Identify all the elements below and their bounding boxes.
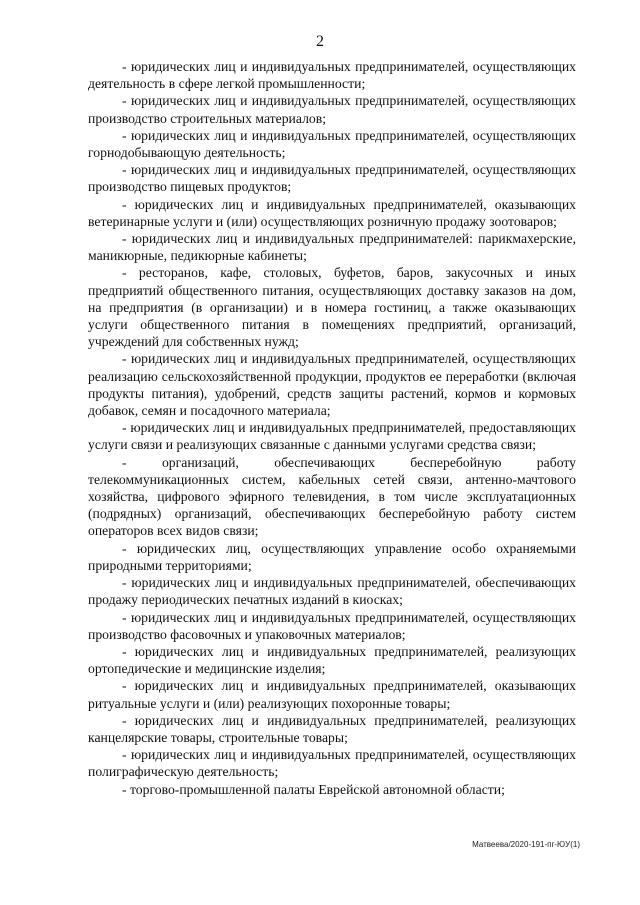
list-item: - юридических лиц и индивидуальных предпринимателей, осуществляющих реализацию сельскохозяйственной продукции, продуктов ее переработки (включая продукты питания), удобрений, средств защиты растений, кормов и кормовых добавок, семян и посадочного материала; bbox=[88, 351, 576, 419]
list-item: - юридических лиц и индивидуальных предпринимателей, осуществляющих горнодобывающую деятельность; bbox=[88, 127, 576, 161]
document-code-footer: Матвеева/2020-191-пг-ЮУ(1) bbox=[472, 840, 580, 849]
list-item: - юридических лиц и индивидуальных предпринимателей, осуществляющих полиграфическую деятельность; bbox=[88, 747, 576, 780]
list-item: - юридических лиц и индивидуальных предпринимателей, осуществляющих производство пищевых продуктов; bbox=[88, 162, 576, 195]
list-item: - юридических лиц и индивидуальных предпринимателей, реализующих ортопедические и медицинские изделия; bbox=[88, 643, 576, 677]
list-item: - ресторанов, кафе, столовых, буфетов, баров, закусочных и иных предприятий общественного питания, осуществляющих доставку заказов на дом, на предприятия (в организации) и в номера гостиниц, а также оказывающих услуги общественного питания в помещениях предприятий, организаций, учреждений для собственных нужд; bbox=[88, 265, 576, 350]
list-item: - организаций, обеспечивающих бесперебойную работу телекоммуникационных систем, кабельных сетей связи, антенно-мачтового хозяйства, цифрового эфирного телевидения, в том числе эксплуатационных (подрядных) организаций, обеспечивающих бесперебойную работу систем операторов всех видов связи; bbox=[88, 454, 576, 539]
list-item: - юридических лиц и индивидуальных предпринимателей: парикмахерские, маникюрные, педикюрные кабинеты; bbox=[88, 231, 576, 264]
page-number: 2 bbox=[316, 33, 324, 50]
list-item: - юридических лиц и индивидуальных предпринимателей, оказывающих ритуальные услуги и (или) реализующих похоронные товары; bbox=[88, 678, 576, 711]
list-item: - юридических лиц и индивидуальных предпринимателей, предоставляющих услуги связи и реализующих связанные с данными услугами средства связи; bbox=[88, 420, 576, 453]
list-item: - юридических лиц и индивидуальных предпринимателей, оказывающих ветеринарные услуги и (или) осуществляющих розничную продажу зоотоваров; bbox=[88, 196, 576, 229]
list-item: - юридических лиц и индивидуальных предпринимателей, осуществляющих производство фасовочных и упаковочных материалов; bbox=[88, 609, 576, 642]
list-item: - юридических лиц, осуществляющих управление особо охраняемыми природными территориями; bbox=[88, 540, 576, 573]
list-item: - юридических лиц и индивидуальных предпринимателей, осуществляющих деятельность в сфере легкой промышленности; bbox=[88, 59, 576, 92]
document-body bbox=[88, 58, 576, 798]
list-item: - торгово-промышленной палаты Еврейской автономной области; bbox=[122, 781, 505, 797]
list-item: - юридических лиц и индивидуальных предпринимателей, реализующих канцелярские товары, строительные товары; bbox=[88, 712, 576, 745]
list-item: - юридических лиц и индивидуальных предпринимателей, обеспечивающих продажу периодических печатных изданий в киосках; bbox=[88, 575, 576, 608]
list-item: - юридических лиц и индивидуальных предпринимателей, осуществляющих производство строительных материалов; bbox=[88, 93, 576, 126]
